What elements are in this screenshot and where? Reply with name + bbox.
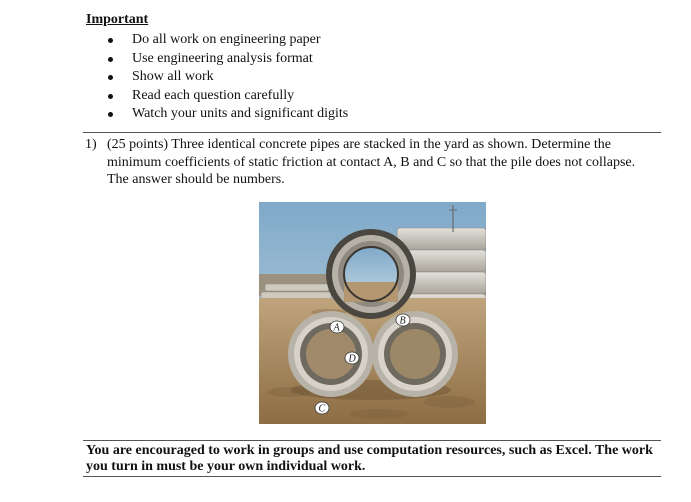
bullet-dot-icon bbox=[108, 75, 113, 80]
contact-label-b: B bbox=[399, 315, 406, 327]
pipe-top bbox=[326, 229, 416, 319]
list-item bbox=[108, 105, 348, 124]
list-item bbox=[108, 50, 348, 69]
footer-bottom-divider bbox=[83, 476, 661, 477]
section-divider bbox=[83, 132, 661, 133]
bullet-dot-icon bbox=[108, 57, 113, 62]
question-block bbox=[85, 136, 660, 189]
contact-label-a: A bbox=[333, 322, 340, 334]
instruction-text: Do all work on engineering paper bbox=[132, 32, 321, 47]
instruction-text: Watch your units and significant digits bbox=[132, 106, 349, 121]
question-text: (25 points) Three identical concrete pipes are stacked in the yard as shown. Determine the minimum coefficients of static friction at contact A, B and C so that the pile does not collapse. The answer should be numbers. bbox=[107, 137, 636, 187]
footer-top-divider bbox=[83, 440, 661, 441]
list-item bbox=[108, 87, 348, 106]
bullet-dot-icon bbox=[108, 112, 113, 117]
instruction-list bbox=[108, 31, 348, 124]
instruction-text: Show all work bbox=[132, 69, 214, 84]
instruction-text: Use engineering analysis format bbox=[132, 50, 313, 66]
question-number: 1) bbox=[85, 137, 97, 152]
footer-note: You are encouraged to work in groups and use computation resources, such as Excel. The work you turn in must be your own individual work. bbox=[86, 443, 653, 474]
list-item bbox=[108, 31, 348, 50]
contact-label-d: D bbox=[348, 353, 356, 365]
bullet-dot-icon bbox=[108, 94, 113, 99]
contact-label-c: C bbox=[318, 403, 326, 415]
concrete-pipes-photo bbox=[259, 202, 486, 424]
instruction-text: Read each question carefully bbox=[132, 87, 295, 103]
bullet-dot-icon bbox=[108, 38, 113, 43]
important-heading: Important bbox=[86, 12, 149, 27]
list-item bbox=[108, 68, 348, 87]
pipe-right bbox=[372, 311, 458, 397]
